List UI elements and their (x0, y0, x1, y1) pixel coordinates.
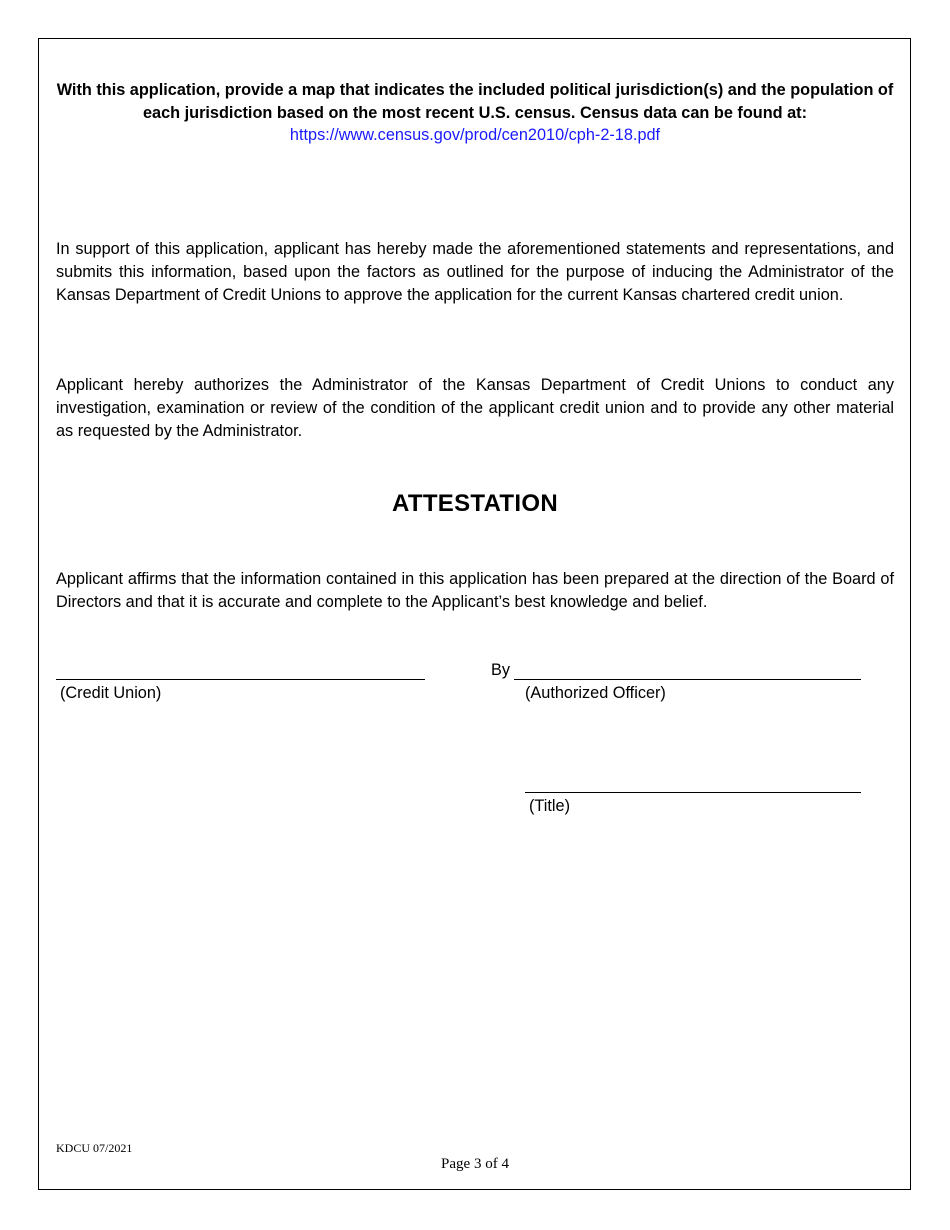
page-number: Page 3 of 4 (441, 1156, 509, 1172)
authorization-paragraph: Applicant hereby authorizes the Administrator of the Kansas Department of Credit Unions to conduct any investigation, examination or review of the condition of the applicant credit union and to provide any other material as requested by the Administrator. (56, 376, 894, 440)
credit-union-signature-line[interactable] (56, 679, 425, 680)
page-border (38, 38, 911, 1190)
attestation-heading: ATTESTATION (392, 490, 558, 517)
attestation-paragraph: Applicant affirms that the information contained in this application has been prepared at the direction of the Board of Directors and that it is accurate and complete to the Applicant’s best knowledge and belief. (56, 570, 894, 611)
authorized-officer-label: (Authorized Officer) (525, 684, 666, 702)
title-signature-line[interactable] (525, 792, 861, 793)
census-link[interactable]: https://www.census.gov/prod/cen2010/cph-2-18.pdf (289, 126, 661, 144)
authorized-officer-signature-line[interactable] (514, 679, 861, 680)
form-id: KDCU 07/2021 (56, 1141, 133, 1155)
map-instruction: With this application, provide a map that indicates the included political jurisdiction(s) and the population of each jurisdiction based on the most recent U.S. census. Census data can be found at: (56, 81, 894, 122)
title-label: (Title) (529, 797, 570, 815)
support-paragraph: In support of this application, applicant has hereby made the aforementioned statements and representations, and submits this information, based upon the factors as outlined for the purpose of inducing the Administrator of the Kansas Department of Credit Unions to approve the application for the current Kansas chartered credit union. (56, 240, 894, 304)
credit-union-label: (Credit Union) (60, 684, 162, 702)
by-label: By (491, 661, 511, 679)
